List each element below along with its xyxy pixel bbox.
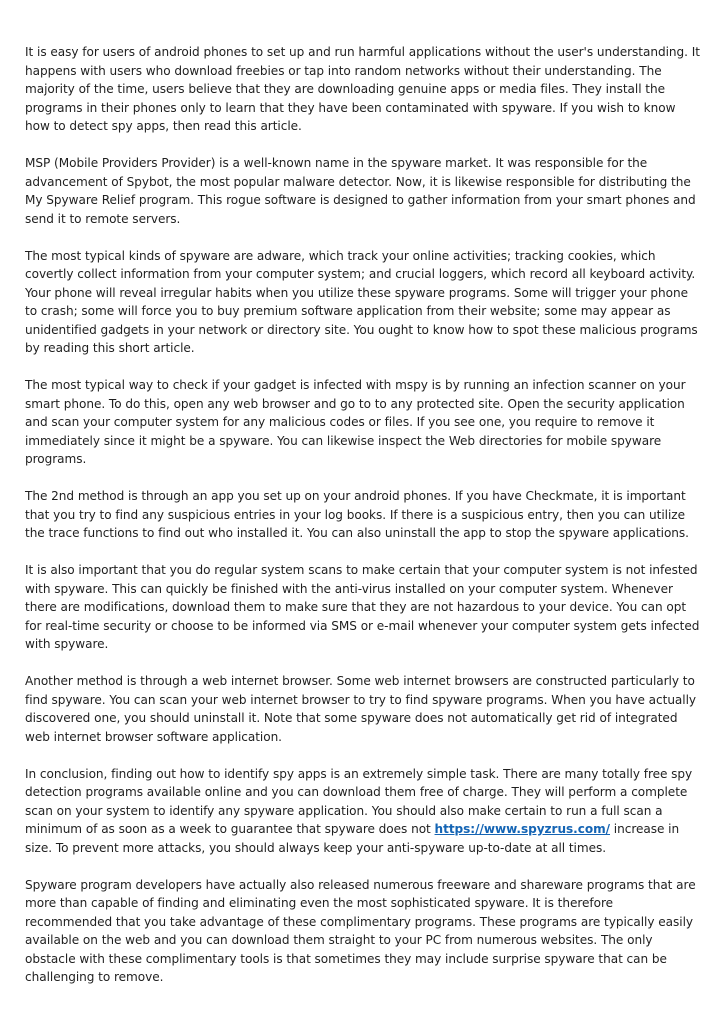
paragraph-second-method: The 2nd method is through an app you set up on your android phones. If you have Checkmate, it is important that you try to find any suspicious entries in your log books. If there is a suspicious entry, then you can utilize the trace functions to find out who installed it. You can also uninstall the app to stop the spyware applications. — [25, 489, 689, 540]
paragraph-spyware-types: The most typical kinds of spyware are adware, which track your online activities; tracking cookies, which covertly collect information from your computer system; and crucial loggers, which record all keyboard activity. Your phone will reveal irregular habits when you utilize these spyware programs. Some will trigger your phone to crash; some will force you to buy premium software application from their website; some may appear as unidentified gadgets in your network or directory site. You ought to know how to spot these malicious programs by reading this short article. — [25, 248, 698, 355]
paragraph-infection-scanner: The most typical way to check if your gadget is infected with mspy is by running an infection scanner on your smart phone. To do this, open any web browser and go to to any protected site. Open the security application and scan your computer system for any malicious codes or files. If you see one, you require to remove it immediately since it might be a spyware. You can likewise inspect the Web directories for mobile spyware programs. — [25, 378, 686, 466]
paragraph-intro: It is easy for users of android phones to set up and run harmful applications without the user's understanding. It happens with users who download freebies or tap into random networks without their understanding. The majority of the time, users believe that they are downloading genuine apps or media files. They install the programs in their phones only to learn that they have been contaminated with spyware. If you wish to know how to detect spy apps, then read this article. — [25, 45, 700, 133]
spyzrus-link[interactable]: https://www.spyzrus.com/ — [434, 822, 611, 836]
paragraph-msp: MSP (Mobile Providers Provider) is a well-known name in the spyware market. It was responsible for the advancement of Spybot, the most popular malware detector. Now, it is likewise responsible for distributing the My Spyware Relief program. This rogue software is designed to gather information from your smart phones and send it to remote servers. — [25, 156, 696, 226]
paragraph-web-browser: Another method is through a web internet browser. Some web internet browsers are constructed particularly to find spyware. You can scan your web internet browser to try to find spyware programs. When you have actually discovered one, you should uninstall it. Note that some spyware does not automatically get rid of integrated web internet browser software application. — [25, 674, 697, 744]
paragraph-conclusion — [25, 765, 701, 858]
conclusion-text-before-link: In conclusion, finding out how to identify spy apps is an extremely simple task. There are many totally free spy detection programs available online and you can download them free of charge. They will perform a complete scan on your system to identify any spyware application. You should also make certain to run a full scan a minimum of as soon as a week to guarantee that spyware does not — [25, 766, 693, 836]
paragraph-system-scans: It is also important that you do regular system scans to make certain that your computer system is not infested with spyware. This can quickly be finished with the anti-virus installed on your computer system. Whenever there are modifications, download them to make sure that they are not hazardous to your device. You can opt for real-time security or choose to be informed via SMS or e-mail whenever your computer system gets infected with spyware. — [25, 563, 700, 651]
paragraph-freeware: Spyware program developers have actually also released numerous freeware and shareware programs that are more than capable of finding and eliminating even the most sophisticated spyware. It is therefore recommended that you take advantage of these complimentary programs. These programs are typically easily available on the web and you can download them straight to your PC from numerous websites. The only obstacle with these complimentary tools is that sometimes they may include surprise spyware that can be challenging to remove. — [25, 877, 696, 984]
article-body — [25, 43, 701, 1005]
conclusion-text-after-link: increase in size. To prevent more attacks, you should always keep your anti-spyware up-to-date at all times. — [25, 822, 680, 855]
